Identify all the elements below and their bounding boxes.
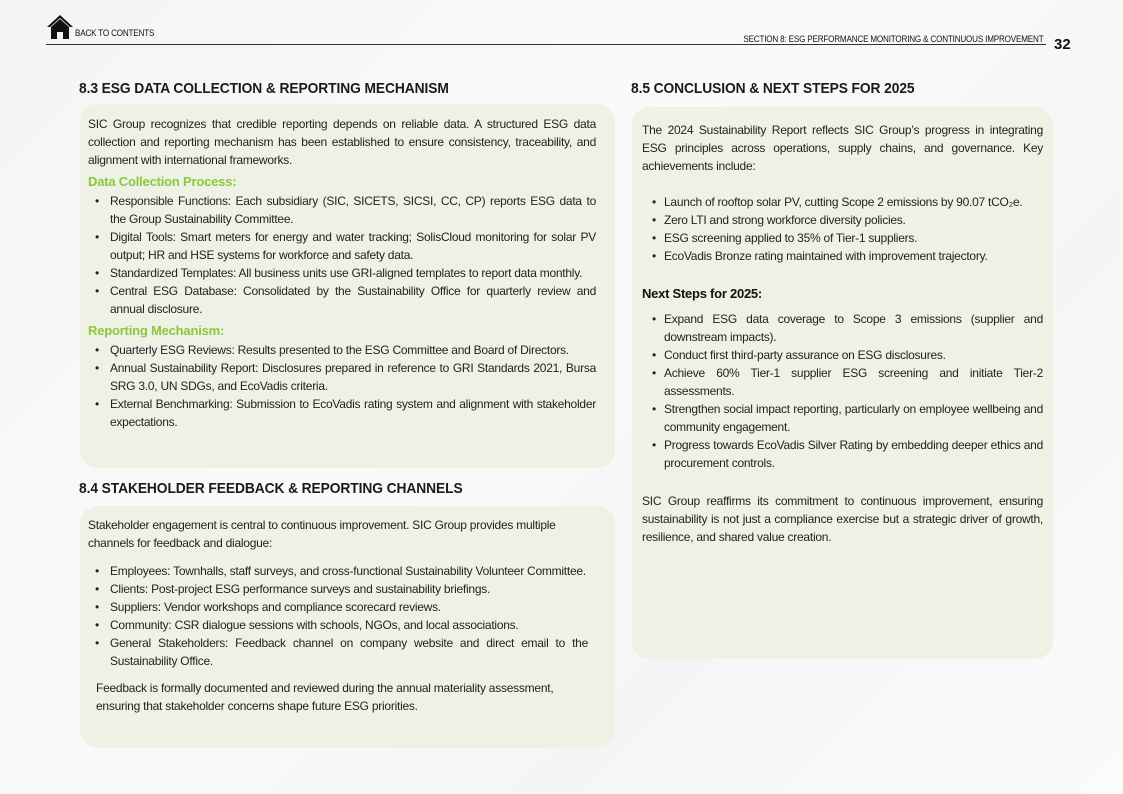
list-item: • Responsible Functions: Each subsidiary (SIC, SICETS, SICSI, CC, CP) reports ESG data to the Group Sustainability Committee. (88, 192, 596, 228)
list-item: • Employees: Townhalls, staff surveys, and cross-functional Sustainability Volunteer Committee. (88, 562, 588, 580)
list-item: • Strengthen social impact reporting, particularly on employee wellbeing and community engagement. (642, 400, 1043, 436)
list-item: • Central ESG Database: Consolidated by the Sustainability Office for quarterly review and annual disclosure. (88, 282, 596, 318)
home-icon (46, 14, 74, 40)
list-item: • Clients: Post-project ESG performance surveys and sustainability briefings. (88, 580, 588, 598)
section-8-5-closing: SIC Group reaffirms its commitment to continuous improvement, ensuring sustainability is not just a compliance exercise but a strategic driver of growth, resilience, and shared value creation. (642, 494, 1043, 544)
list-item: • Zero LTI and strong workforce diversity policies. (642, 211, 1043, 229)
section-8-3-title: 8.3 ESG DATA COLLECTION & REPORTING MECHANISM (79, 80, 449, 97)
section-8-4-title: 8.4 STAKEHOLDER FEEDBACK & REPORTING CHANNELS (79, 480, 463, 497)
section-8-3-intro: SIC Group recognizes that credible reporting depends on reliable data. A structured ESG data collection and reporting mechanism has been established to ensure consistency, traceability, and alignment with international frameworks. (88, 117, 596, 167)
data-collection-list (88, 192, 596, 318)
list-item: • Community: CSR dialogue sessions with schools, NGOs, and local associations. (88, 616, 588, 634)
data-collection-heading: Data Collection Process: (88, 174, 237, 189)
list-item: • Achieve 60% Tier-1 supplier ESG screening and initiate Tier-2 assessments. (642, 364, 1043, 400)
list-item: • Quarterly ESG Reviews: Results presented to the ESG Committee and Board of Directors. (88, 341, 596, 359)
page-header (0, 0, 1123, 60)
list-item: • Expand ESG data coverage to Scope 3 emissions (supplier and downstream impacts). (642, 310, 1043, 346)
section-8-4-intro: Stakeholder engagement is central to continuous improvement. SIC Group provides multiple channels for feedback and dialogue: (88, 518, 556, 550)
list-item: • Annual Sustainability Report: Disclosures prepared in reference to GRI Standards 2021, Bursa SRG 3.0, UN SDGs, and EcoVadis criteria. (88, 359, 596, 395)
next-steps-list (642, 310, 1043, 472)
back-to-contents-link[interactable] (46, 14, 163, 40)
section-8-5-title: 8.5 CONCLUSION & NEXT STEPS FOR 2025 (631, 80, 915, 97)
list-item: • Standardized Templates: All business units use GRI-aligned templates to report data monthly. (88, 264, 596, 282)
list-item: • Suppliers: Vendor workshops and compliance scorecard reviews. (88, 598, 588, 616)
header-rule (46, 44, 1046, 45)
section-label: SECTION 8: ESG PERFORMANCE MONITORING & CONTINUOUS IMPROVEMENT (742, 34, 1043, 44)
list-item: • General Stakeholders: Feedback channel on company website and direct email to the Sustainability Office. (88, 634, 588, 670)
reporting-mechanism-list (88, 341, 596, 431)
section-8-5-intro: The 2024 Sustainability Report reflects SIC Group’s progress in integrating ESG principles across operations, supply chains, and governance. Key achievements include: (642, 123, 1043, 173)
list-item: • Launch of rooftop solar PV, cutting Scope 2 emissions by 90.07 tCO₂e. (642, 193, 1043, 211)
section-8-5-box (632, 107, 1053, 659)
list-item: • Conduct first third-party assurance on ESG disclosures. (642, 346, 1043, 364)
section-8-3-box (80, 104, 615, 468)
list-item: • ESG screening applied to 35% of Tier-1 suppliers. (642, 229, 1043, 247)
feedback-channels-list (88, 562, 588, 670)
achievements-list (642, 193, 1043, 265)
list-item: • Digital Tools: Smart meters for energy and water tracking; SolisCloud monitoring for solar PV output; HR and HSE systems for workforce and safety data. (88, 228, 596, 264)
list-item: • EcoVadis Bronze rating maintained with improvement trajectory. (642, 247, 1043, 265)
page-number: 32 (1054, 36, 1071, 53)
next-steps-heading: Next Steps for 2025: (642, 286, 762, 301)
list-item: • External Benchmarking: Submission to EcoVadis rating system and alignment with stakeholder expectations. (88, 395, 596, 431)
reporting-mechanism-heading: Reporting Mechanism: (88, 323, 225, 338)
back-to-contents-label: BACK TO CONTENTS (75, 28, 155, 38)
list-item: • Progress towards EcoVadis Silver Rating by embedding deeper ethics and procurement controls. (642, 436, 1043, 472)
section-8-4-box (80, 506, 615, 748)
section-8-4-closing: Feedback is formally documented and reviewed during the annual materiality assessment, ensuring that stakeholder concerns shape future ESG priorities. (96, 681, 554, 713)
